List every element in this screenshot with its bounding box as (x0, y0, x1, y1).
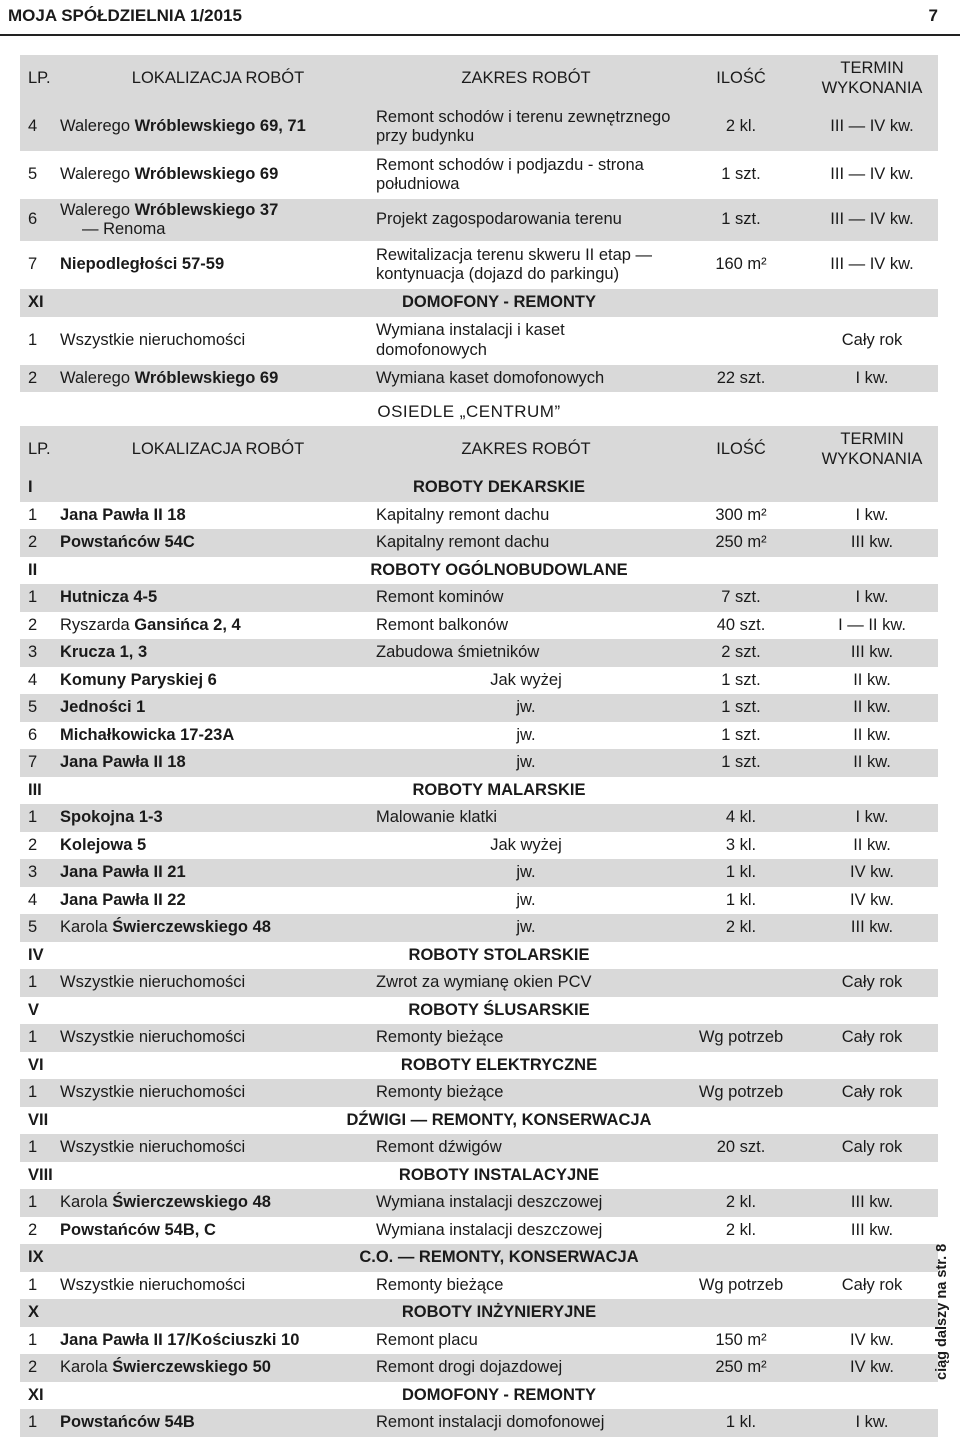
row-zakres: Wymiana instalacji i kaset domofonowych (376, 317, 676, 365)
section-row (20, 474, 938, 502)
row-location (60, 317, 376, 365)
section-row (20, 1052, 938, 1080)
table-row (20, 722, 938, 750)
row-location (60, 832, 376, 860)
row-ilosc: 1 szt. (676, 694, 806, 722)
location-name: Powstańców 54C (60, 533, 195, 552)
section-title: ROBOTY INSTALACYJNE (60, 1162, 938, 1190)
table-row (20, 694, 938, 722)
row-lp: 2 (20, 832, 60, 860)
row-location (60, 1024, 376, 1052)
row-lp: 7 (20, 749, 60, 777)
row-lp: 2 (20, 1354, 60, 1382)
row-location (60, 1409, 376, 1437)
location-name: Hutnicza 4-5 (60, 588, 158, 607)
section-row (20, 1382, 938, 1410)
location-prefix: Wszystkie nieruchomości (60, 1028, 246, 1047)
row-termin: I — II kw. (806, 612, 938, 640)
row-location (60, 1327, 376, 1355)
row-termin: III kw. (806, 1189, 938, 1217)
row-lp: 4 (20, 103, 60, 151)
row-ilosc: 2 szt. (676, 639, 806, 667)
location-prefix: Karola (60, 918, 113, 937)
table-row (20, 502, 938, 530)
location-suffix: — Renoma (82, 220, 166, 238)
row-ilosc: Wg potrzeb (676, 1024, 806, 1052)
row-zakres: Remont kominów (376, 584, 676, 612)
location-name: Jedności 1 (60, 698, 146, 717)
row-location (60, 887, 376, 915)
row-location (60, 241, 376, 289)
row-termin: I kw. (806, 502, 938, 530)
col-zakres: ZAKRES ROBÓT (376, 426, 676, 474)
col-termin: TERMIN WYKONANIA (806, 426, 938, 474)
row-lp: 1 (20, 1409, 60, 1437)
row-termin: III kw. (806, 639, 938, 667)
location-name: Gansińca 2, 4 (134, 615, 241, 634)
row-termin: I kw. (806, 804, 938, 832)
section-number: II (20, 557, 60, 585)
row-termin: II kw. (806, 694, 938, 722)
row-ilosc (676, 317, 806, 365)
location-name: Jana Pawła II 18 (60, 505, 186, 524)
row-zakres: jw. (376, 694, 676, 722)
row-ilosc: 2 kl. (676, 1189, 806, 1217)
location-name: Wróblewskiego 69, 71 (134, 117, 306, 136)
location-name: Świerczewskiego 48 (112, 918, 271, 937)
row-zakres: Remonty bieżące (376, 1272, 676, 1300)
section-number: VIII (20, 1162, 60, 1190)
section-title: C.O. — REMONTY, KONSERWACJA (60, 1244, 938, 1272)
row-ilosc: 7 szt. (676, 584, 806, 612)
row-termin: III — IV kw. (806, 151, 938, 199)
location-name: Jana Pawła II 18 (60, 753, 186, 772)
table-row (20, 1327, 938, 1355)
location-name: Michałkowicka 17-23A (60, 725, 235, 744)
location-name: Powstańców 54B, C (60, 1220, 216, 1239)
row-lp: 2 (20, 1217, 60, 1245)
row-termin: I kw. (806, 365, 938, 393)
row-ilosc: 250 m² (676, 1354, 806, 1382)
section-number: IX (20, 1244, 60, 1272)
row-zakres: Remont instalacji domofonowej (376, 1409, 676, 1437)
row-termin: III kw. (806, 914, 938, 942)
row-zakres: Remont dźwigów (376, 1134, 676, 1162)
row-lp: 1 (20, 1134, 60, 1162)
location-name: Komuny Paryskiej 6 (60, 670, 217, 689)
row-ilosc: 250 m² (676, 529, 806, 557)
table-header-row (20, 55, 938, 103)
row-ilosc: 1 szt. (676, 667, 806, 695)
table-row (20, 199, 938, 241)
row-termin: II kw. (806, 749, 938, 777)
section-title: DOMOFONY - REMONTY (60, 1382, 938, 1410)
row-zakres: Remont drogi dojazdowej (376, 1354, 676, 1382)
row-termin: IV kw. (806, 859, 938, 887)
row-termin: I kw. (806, 584, 938, 612)
table-row (20, 749, 938, 777)
row-ilosc: 2 kl. (676, 1217, 806, 1245)
row-lp: 6 (20, 199, 60, 241)
location-prefix: Ryszarda (60, 615, 135, 634)
table-row (20, 612, 938, 640)
row-location (60, 612, 376, 640)
table-row (20, 1024, 938, 1052)
row-ilosc (676, 969, 806, 997)
row-location (60, 529, 376, 557)
row-termin: II kw. (806, 832, 938, 860)
row-termin: Caly rok (806, 1134, 938, 1162)
col-lp: LP. (20, 55, 60, 103)
section-title: ROBOTY STOLARSKIE (60, 942, 938, 970)
row-termin: II kw. (806, 722, 938, 750)
col-lokalizacja: LOKALIZACJA ROBÓT (60, 426, 376, 474)
row-zakres: Remonty bieżące (376, 1079, 676, 1107)
section-title: ROBOTY MALARSKIE (60, 777, 938, 805)
row-zakres: jw. (376, 749, 676, 777)
table-row (20, 103, 938, 151)
location-prefix: Wszystkie nieruchomości (60, 1275, 246, 1294)
row-ilosc: Wg potrzeb (676, 1272, 806, 1300)
row-zakres: Zabudowa śmietników (376, 639, 676, 667)
row-lp: 5 (20, 694, 60, 722)
row-ilosc: Wg potrzeb (676, 1079, 806, 1107)
row-zakres: Kapitalny remont dachu (376, 529, 676, 557)
table-row (20, 365, 938, 393)
row-location (60, 667, 376, 695)
location-prefix: Karola (60, 1193, 113, 1212)
row-lp: 1 (20, 502, 60, 530)
row-termin: Cały rok (806, 317, 938, 365)
continuation-note: ciąg dalszy na str. 8 (934, 1243, 950, 1380)
col-ilosc: ILOŚĆ (676, 426, 806, 474)
row-location (60, 804, 376, 832)
location-name: Kolejowa 5 (60, 835, 147, 854)
row-lp: 3 (20, 859, 60, 887)
row-location (60, 1079, 376, 1107)
row-lp: 6 (20, 722, 60, 750)
row-ilosc: 2 kl. (676, 914, 806, 942)
row-location (60, 694, 376, 722)
table-row (20, 1272, 938, 1300)
row-lp: 2 (20, 612, 60, 640)
row-ilosc: 160 m² (676, 241, 806, 289)
table-row (20, 859, 938, 887)
row-zakres: jw. (376, 722, 676, 750)
section-row (20, 942, 938, 970)
row-lp: 3 (20, 639, 60, 667)
table-row (20, 317, 938, 365)
row-ilosc: 1 szt. (676, 199, 806, 241)
location-name: Wróblewskiego 37 (134, 200, 279, 219)
table-row (20, 914, 938, 942)
page-header (0, 0, 960, 36)
page-number: 7 (928, 6, 938, 25)
row-termin: IV kw. (806, 1354, 938, 1382)
row-termin: I kw. (806, 1409, 938, 1437)
row-lp: 1 (20, 1024, 60, 1052)
row-location (60, 199, 376, 241)
section-title: ROBOTY INŻYNIERYJNE (60, 1299, 938, 1327)
table-row (20, 241, 938, 289)
row-location (60, 1189, 376, 1217)
row-location (60, 584, 376, 612)
row-location (60, 969, 376, 997)
row-ilosc: 300 m² (676, 502, 806, 530)
row-termin: Cały rok (806, 1079, 938, 1107)
col-lokalizacja: LOKALIZACJA ROBÓT (60, 55, 376, 103)
location-prefix: Wszystkie nieruchomości (60, 1083, 246, 1102)
row-lp: 5 (20, 914, 60, 942)
row-zakres: Wymiana instalacji deszczowej (376, 1189, 676, 1217)
row-termin: III — IV kw. (806, 241, 938, 289)
row-ilosc: 1 szt. (676, 722, 806, 750)
row-zakres: jw. (376, 914, 676, 942)
section-number: XI (20, 289, 60, 317)
table-row (20, 1079, 938, 1107)
table-row (20, 584, 938, 612)
location-prefix: Karola (60, 1358, 113, 1377)
location-name: Jana Pawła II 17/Kościuszki 10 (60, 1330, 300, 1349)
row-lp: 2 (20, 365, 60, 393)
table-row (20, 887, 938, 915)
row-location (60, 1272, 376, 1300)
row-ilosc: 2 kl. (676, 103, 806, 151)
section-title: ROBOTY DEKARSKIE (60, 474, 938, 502)
row-zakres: Remonty bieżące (376, 1024, 676, 1052)
col-zakres: ZAKRES ROBÓT (376, 55, 676, 103)
section-number: X (20, 1299, 60, 1327)
location-prefix: Walerego (60, 200, 135, 219)
magazine-title: MOJA SPÓŁDZIELNIA 1/2015 (8, 6, 242, 25)
row-lp: 1 (20, 804, 60, 832)
centrum-works-table (20, 426, 938, 1437)
col-lp: LP. (20, 426, 60, 474)
row-location (60, 1217, 376, 1245)
location-name: Powstańców 54B (60, 1413, 195, 1432)
row-zakres: Zwrot za wymianę okien PCV (376, 969, 676, 997)
row-zakres: Wymiana instalacji deszczowej (376, 1217, 676, 1245)
table-row (20, 529, 938, 557)
col-ilosc: ILOŚĆ (676, 55, 806, 103)
row-zakres: Rewitalizacja terenu skweru II etap — kontynuacja (dojazd do parkingu) (376, 241, 676, 289)
row-termin: III — IV kw. (806, 199, 938, 241)
section-number: I (20, 474, 60, 502)
location-name: Wróblewskiego 69 (134, 368, 279, 387)
row-termin: IV kw. (806, 887, 938, 915)
table-header-row (20, 426, 938, 474)
row-zakres: Wymiana kaset domofonowych (376, 365, 676, 393)
section-row (20, 997, 938, 1025)
row-location (60, 639, 376, 667)
row-location (60, 749, 376, 777)
location-prefix: Wszystkie nieruchomości (60, 330, 246, 349)
section-row (20, 1162, 938, 1190)
row-location (60, 103, 376, 151)
row-location (60, 151, 376, 199)
location-name: Krucza 1, 3 (60, 643, 148, 662)
table-row (20, 1134, 938, 1162)
row-termin: Cały rok (806, 969, 938, 997)
row-location (60, 859, 376, 887)
row-termin: III — IV kw. (806, 103, 938, 151)
location-prefix: Walerego (60, 368, 135, 387)
row-termin: IV kw. (806, 1327, 938, 1355)
row-termin: Cały rok (806, 1272, 938, 1300)
row-ilosc: 22 szt. (676, 365, 806, 393)
row-lp: 4 (20, 887, 60, 915)
row-termin: II kw. (806, 667, 938, 695)
location-name: Spokojna 1-3 (60, 808, 163, 827)
row-lp: 7 (20, 241, 60, 289)
row-ilosc: 1 szt. (676, 749, 806, 777)
location-name: Jana Pawła II 21 (60, 863, 186, 882)
row-ilosc: 1 kl. (676, 887, 806, 915)
row-termin: III kw. (806, 529, 938, 557)
location-prefix: Wszystkie nieruchomości (60, 1138, 246, 1157)
location-name: Jana Pawła II 22 (60, 890, 186, 909)
row-ilosc: 1 szt. (676, 151, 806, 199)
row-ilosc: 150 m² (676, 1327, 806, 1355)
section-number: IV (20, 942, 60, 970)
row-location (60, 914, 376, 942)
row-zakres: jw. (376, 859, 676, 887)
row-lp: 5 (20, 151, 60, 199)
row-zakres: Remont balkonów (376, 612, 676, 640)
location-name: Niepodległości 57-59 (60, 255, 225, 274)
section-number: III (20, 777, 60, 805)
section-row (20, 289, 938, 317)
section-title: ROBOTY ELEKTRYCZNE (60, 1052, 938, 1080)
section-title: DOMOFONY - REMONTY (60, 289, 938, 317)
row-location (60, 365, 376, 393)
row-zakres: Jak wyżej (376, 832, 676, 860)
row-zakres: Projekt zagospodarowania terenu (376, 199, 676, 241)
row-ilosc: 1 kl. (676, 1409, 806, 1437)
row-lp: 2 (20, 529, 60, 557)
table-row (20, 1409, 938, 1437)
table-row (20, 1189, 938, 1217)
section-number: VII (20, 1107, 60, 1135)
row-lp: 1 (20, 1189, 60, 1217)
table-row (20, 832, 938, 860)
table-row (20, 639, 938, 667)
section-row (20, 1244, 938, 1272)
section-title: ROBOTY ŚLUSARSKIE (60, 997, 938, 1025)
row-ilosc: 20 szt. (676, 1134, 806, 1162)
row-location (60, 1354, 376, 1382)
section-title: ROBOTY OGÓLNOBUDOWLANE (60, 557, 938, 585)
row-zakres: Malowanie klatki (376, 804, 676, 832)
row-lp: 1 (20, 584, 60, 612)
row-termin: III kw. (806, 1217, 938, 1245)
section-row (20, 1107, 938, 1135)
row-ilosc: 3 kl. (676, 832, 806, 860)
row-zakres: Remont schodów i terenu zewnętrznego przy budynku (376, 103, 676, 151)
location-prefix: Wszystkie nieruchomości (60, 973, 246, 992)
row-lp: 1 (20, 317, 60, 365)
row-lp: 4 (20, 667, 60, 695)
table-row (20, 1354, 938, 1382)
location-prefix: Walerego (60, 165, 135, 184)
row-location (60, 502, 376, 530)
table-row (20, 1217, 938, 1245)
row-termin: Cały rok (806, 1024, 938, 1052)
row-location (60, 722, 376, 750)
top-works-table (20, 55, 938, 392)
row-lp: 1 (20, 1327, 60, 1355)
row-ilosc: 4 kl. (676, 804, 806, 832)
location-name: Świerczewskiego 50 (112, 1358, 271, 1377)
section-row (20, 1299, 938, 1327)
row-ilosc: 40 szt. (676, 612, 806, 640)
row-lp: 1 (20, 1272, 60, 1300)
section-number: V (20, 997, 60, 1025)
row-zakres: jw. (376, 887, 676, 915)
section-title: DŹWIGI — REMONTY, KONSERWACJA (60, 1107, 938, 1135)
row-zakres: Kapitalny remont dachu (376, 502, 676, 530)
section-number: XI (20, 1382, 60, 1410)
section-row (20, 777, 938, 805)
location-name: Świerczewskiego 48 (112, 1193, 271, 1212)
row-ilosc: 1 kl. (676, 859, 806, 887)
location-name: Wróblewskiego 69 (134, 165, 279, 184)
section-row (20, 557, 938, 585)
table-row (20, 667, 938, 695)
table-row (20, 804, 938, 832)
table-row (20, 151, 938, 199)
row-lp: 1 (20, 1079, 60, 1107)
estate-title (20, 402, 938, 422)
row-lp: 1 (20, 969, 60, 997)
col-termin: TERMIN WYKONANIA (806, 55, 938, 103)
table-row (20, 969, 938, 997)
row-zakres: Remont placu (376, 1327, 676, 1355)
estate-title-text: OSIEDLE „CENTRUM” (377, 402, 561, 421)
section-number: VI (20, 1052, 60, 1080)
row-location (60, 1134, 376, 1162)
row-zakres: Remont schodów i podjazdu - strona południowa (376, 151, 676, 199)
row-zakres: Jak wyżej (376, 667, 676, 695)
location-prefix: Walerego (60, 117, 135, 136)
